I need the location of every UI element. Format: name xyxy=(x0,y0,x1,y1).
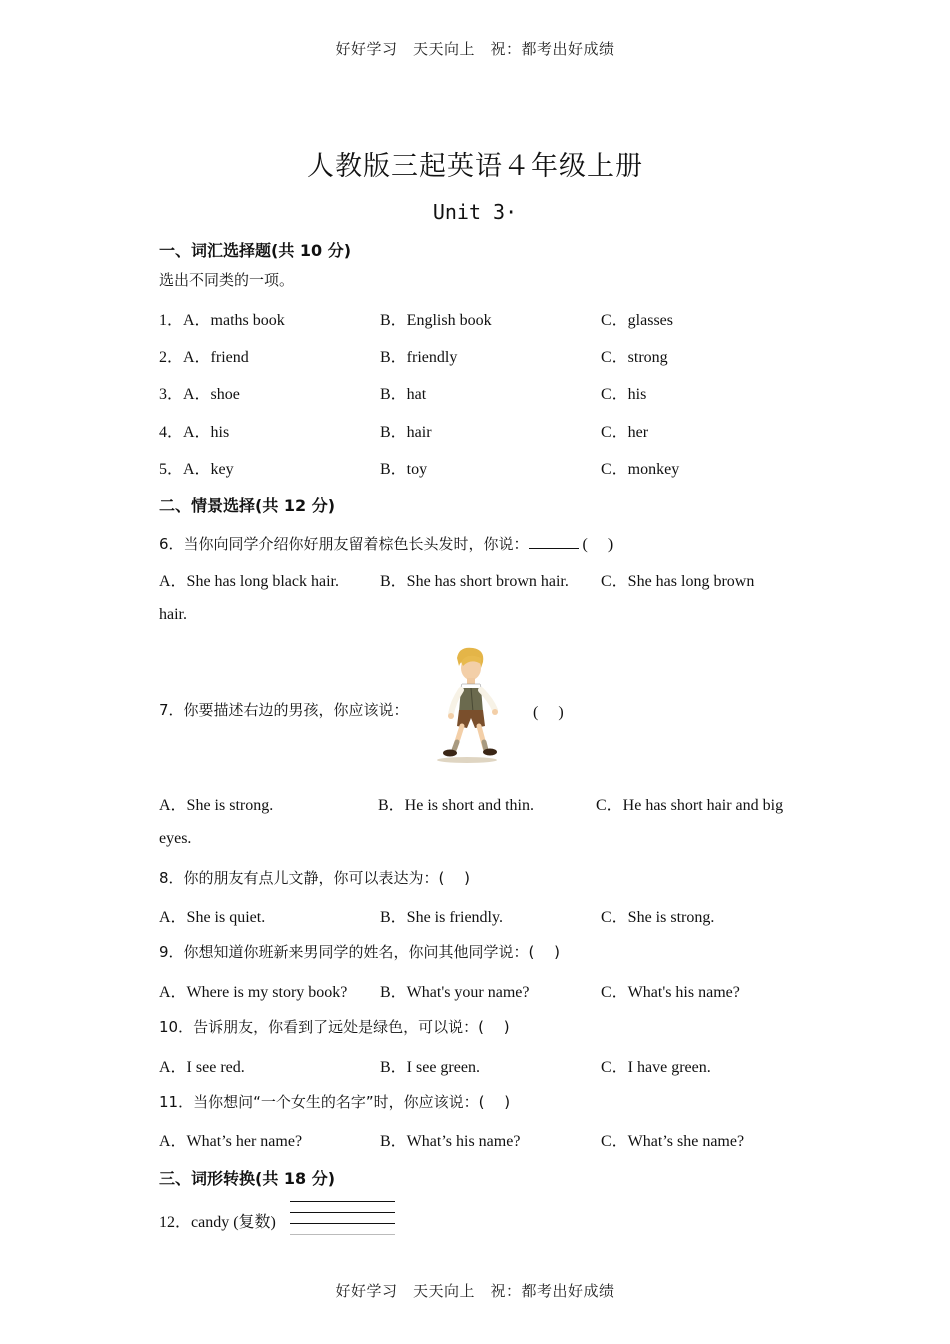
option-c: C．She has long brown xyxy=(601,573,755,590)
answer-blank xyxy=(529,534,579,549)
answer-line xyxy=(290,1212,395,1213)
question-10-text: 10．告诉朋友，你看到了远处是绿色，可以说：( ) xyxy=(159,1018,510,1036)
question-11-options xyxy=(0,1128,950,1150)
option-b: B．She is friendly. xyxy=(380,909,503,926)
option-b: B．I see green. xyxy=(380,1059,480,1076)
option-c: C．She is strong. xyxy=(601,909,715,926)
answer-line xyxy=(290,1234,395,1235)
option-a: 3．A．shoe xyxy=(159,386,240,403)
option-a: 1．A．maths book xyxy=(159,312,285,329)
option-b: B．English book xyxy=(380,312,492,329)
question-7-options xyxy=(0,792,950,814)
question-11-text: 11．当你想问“一个女生的名字”时，你应该说：( ) xyxy=(159,1093,511,1111)
option-b: B．What's your name? xyxy=(380,984,530,1001)
question-7-text: 7．你要描述右边的男孩，你应该说： xyxy=(159,701,409,719)
option-a: 4．A．his xyxy=(159,424,230,441)
option-c: C．monkey xyxy=(601,461,680,478)
section-1-instruction: 选出不同类的一项。 xyxy=(159,271,295,289)
question-8-options xyxy=(0,904,950,926)
question-3 xyxy=(0,381,950,403)
question-6-stem xyxy=(159,531,613,554)
option-c: C．glasses xyxy=(601,312,674,329)
page-title: 人教版三起英语４年级上册 xyxy=(307,151,643,182)
question-5 xyxy=(0,456,950,478)
option-b: B．She has short brown hair. xyxy=(380,573,569,590)
option-a: A．I see red. xyxy=(159,1059,245,1076)
option-a: A．She is strong. xyxy=(159,797,274,814)
option-c: C．strong xyxy=(601,349,668,366)
question-1 xyxy=(0,307,950,329)
section-heading-2: 二、情景选择(共 12 分) xyxy=(159,496,336,515)
option-c: C．What’s she name? xyxy=(601,1133,745,1150)
option-c: C．What's his name? xyxy=(601,984,740,1001)
question-7-paren: ( ) xyxy=(533,704,564,721)
walking-boy-illustration xyxy=(437,644,503,764)
option-a: A．She is quiet. xyxy=(159,909,266,926)
option-c: C．her xyxy=(601,424,649,441)
section-heading-1: 一、词汇选择题(共 10 分) xyxy=(159,241,352,260)
option-c: C．I have green. xyxy=(601,1059,711,1076)
option-a: 5．A．key xyxy=(159,461,234,478)
option-b: B．What’s his name? xyxy=(380,1133,521,1150)
section-heading-3: 三、词形转换(共 18 分) xyxy=(159,1169,336,1188)
option-c: C．his xyxy=(601,386,647,403)
question-8-text: 8．你的朋友有点儿文静，你可以表达为：( ) xyxy=(159,869,471,887)
question-9-text: 9．你想知道你班新来男同学的姓名，你问其他同学说：( ) xyxy=(159,943,561,961)
option-b: B．hair xyxy=(380,424,432,441)
option-a: A．Where is my story book? xyxy=(159,984,348,1001)
question-6-option-c-continued: hair. xyxy=(159,606,187,623)
page-footer: 好好学习 天天向上 祝：都考出好成绩 xyxy=(335,1282,615,1300)
question-9-options xyxy=(0,979,950,1001)
question-6-options xyxy=(0,568,950,590)
page-subtitle: Unit 3· xyxy=(432,200,518,224)
option-b: B．friendly xyxy=(380,349,458,366)
question-7-option-c-continued: eyes. xyxy=(159,830,192,847)
option-c: C．He has short hair and big xyxy=(596,797,784,814)
option-b: B．hat xyxy=(380,386,427,403)
option-b: B．toy xyxy=(380,461,428,478)
question-12-text: 12．candy (复数) xyxy=(159,1214,276,1231)
page-header: 好好学习 天天向上 祝：都考出好成绩 xyxy=(335,40,615,58)
answer-line xyxy=(290,1201,395,1202)
answer-paren: ( ) xyxy=(582,536,614,553)
question-4 xyxy=(0,419,950,441)
option-b: B．He is short and thin. xyxy=(378,797,534,814)
answer-line xyxy=(290,1223,395,1224)
option-a: 2．A．friend xyxy=(159,349,249,366)
question-6-text: 6．当你向同学介绍你好朋友留着棕色长头发时，你说： xyxy=(159,535,529,553)
option-a: A．She has long black hair. xyxy=(159,573,339,590)
question-10-options xyxy=(0,1054,950,1076)
option-a: A．What’s her name? xyxy=(159,1133,303,1150)
question-2 xyxy=(0,344,950,366)
